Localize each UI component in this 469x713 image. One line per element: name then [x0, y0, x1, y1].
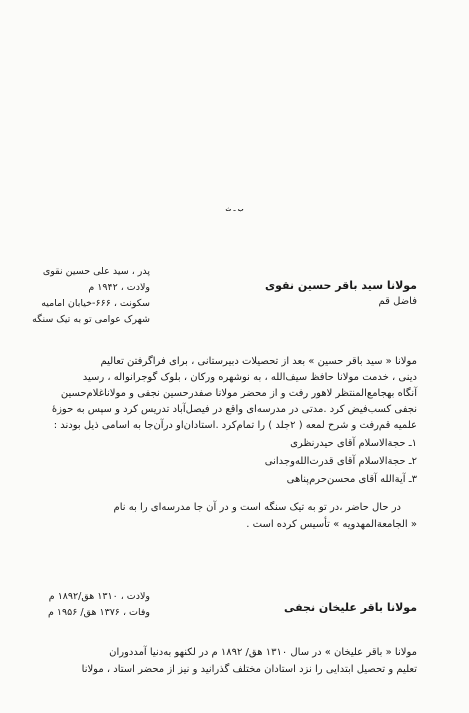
teacher-item: ۳ـ آیة‌الله آقای محسن‌حرم‌پناهی	[286, 474, 417, 485]
teacher-item: ۲ـ حجةالاسلام آقای قدرت‌الله‌وجدانی	[264, 456, 417, 467]
entry2-meta-birth: ولادت ، ۱۳۱۰ هق/۱۸۹۲ م	[48, 591, 150, 602]
entry1-body-line: علمیه قم‌رفت و شرح لمعه ( ۲جلد ) را تمام‌کرد .استادان‌او درآن‌جا به اسامی ذیل بودند :	[53, 420, 417, 431]
entry2-body-line: مولانا « باقر علیخان » در سال ۱۳۱۰ هق/ ۱۸۹۲ م در لکنهو به‌دنیا آمد‌دوران	[109, 647, 417, 658]
entry1-body-line: دینی ، خدمت مولانا حافظ سیف‌الله ، به نوشهره ورکان ، بلوک گوجرانواله ، رسید	[82, 372, 417, 383]
entry1-meta-town: شهرک عوامی تو به تیک سنگه	[32, 314, 150, 325]
entry1-name: مولانا سید باقر حسین نقوی	[265, 279, 417, 292]
entry2-meta-death: وفات ، ۱۳۷۶ هق/ ۱۹۵۶ م	[47, 607, 150, 618]
entry1-meta-father: پدر ، سید علی حسین نقوی	[42, 266, 150, 277]
entry1-meta-residence: سکونت ، ۶۶۶-خیابان امامیه	[41, 298, 150, 309]
entry1-body-line: مولانا « سید باقر حسین » بعد از تحصیلات دبیرستانی ، برای فراگرفتن تعالیم	[100, 356, 417, 367]
teacher-item: ۱ـ حجةالاسلام آقای حیدرنظری	[290, 438, 417, 449]
entry1-body-line: آنگاه بهجامع‌المنتظر لاهور رفت و از محضر مولانا صفدرحسین نجفی و مولاناغلام‌حسین	[60, 388, 417, 399]
entry2-body-line: تعلیم و تحصیل ابتدایی را نزد استادان مختلف گذرانید و نیز از محضر استاد ، مولانا	[81, 664, 417, 675]
entry1-closing-line: در حال حاضر ،در تو به تیک سنگه است و در آن جا مدرسه‌ای را به نام	[113, 502, 401, 513]
entry2-name: مولانا باقر علیخان نجفی	[284, 601, 417, 614]
entry1-closing-line: « الجامعةالمهدویه » تأسیس کرده است .	[246, 519, 417, 530]
entry1-meta-birth: ولادت ، ۱۹۴۲ م	[88, 282, 150, 293]
entry1-body-line: نجفی کسب‌فیض کرد .مدتی در مدرسه‌ای واقع در فیصل‌آباد تدریس کرد و سپس به حوزهٔ	[51, 404, 417, 415]
section-title: ب ـ ث	[225, 206, 244, 213]
entry1-title: فاضل قم	[378, 296, 417, 307]
